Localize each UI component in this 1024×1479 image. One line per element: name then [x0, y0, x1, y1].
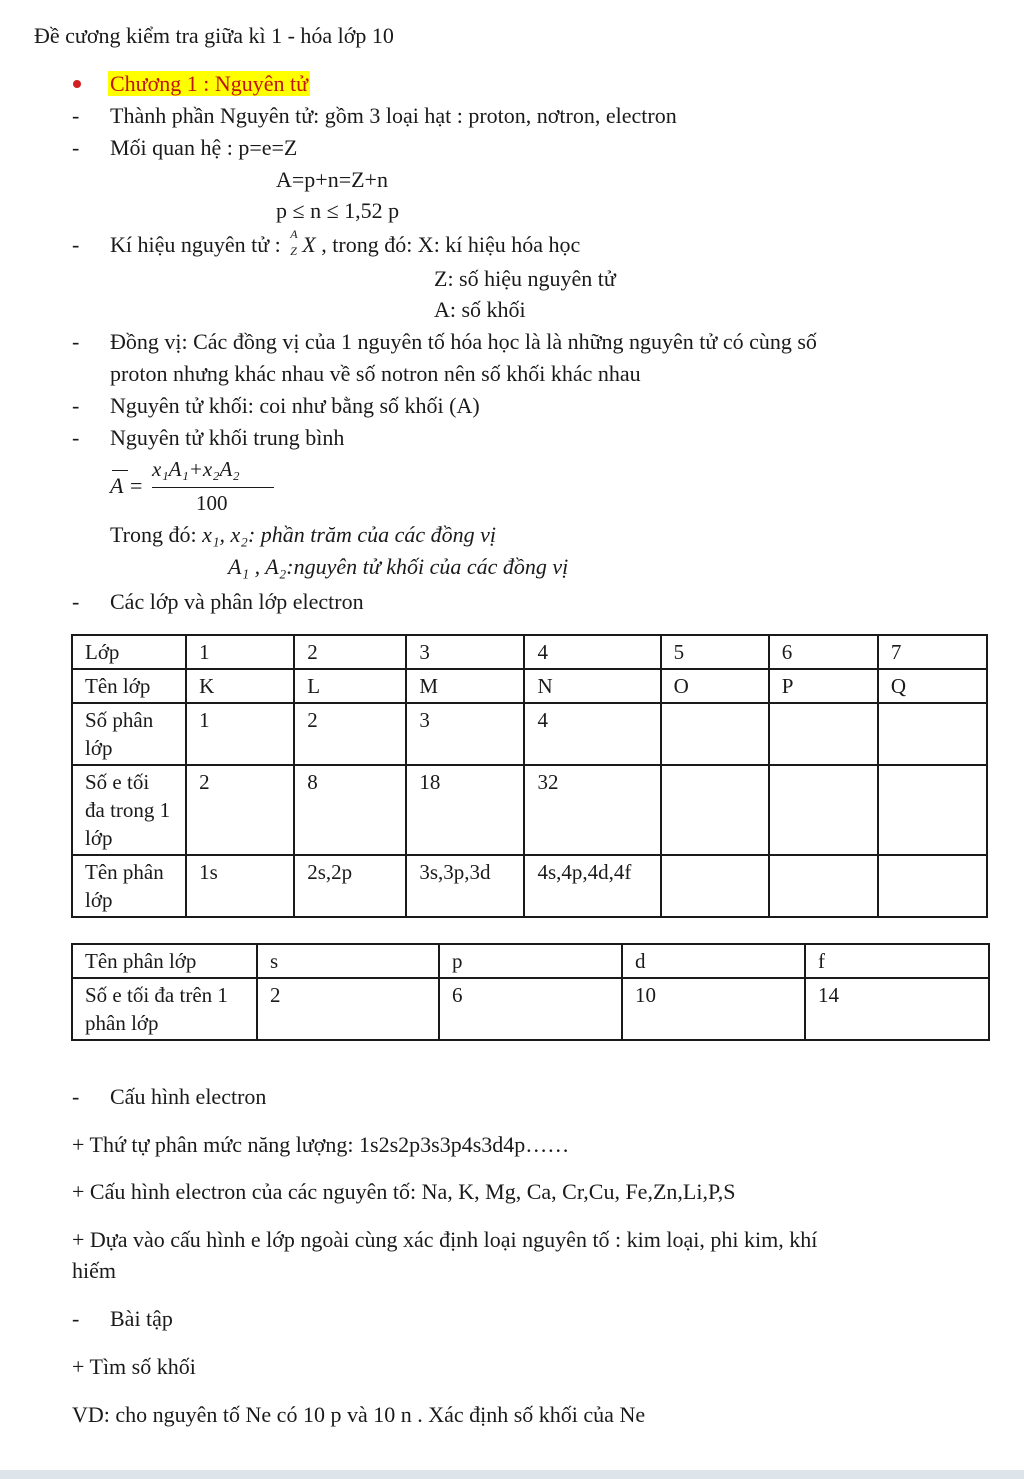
table-cell: 1: [186, 703, 294, 765]
where-label: Trong đó:: [110, 522, 197, 547]
table-cell: Tên lớp: [72, 669, 186, 703]
table-cell: P: [769, 669, 878, 703]
a-definition: A: số khối: [434, 297, 526, 322]
shells-line: Các lớp và phân lớp electron: [110, 589, 364, 614]
table-cell: [769, 765, 878, 855]
table-cell: 14: [805, 978, 989, 1040]
table-cell: 4: [524, 635, 660, 669]
table-row: [72, 978, 989, 1040]
table-cell: 2: [294, 635, 406, 669]
list-dash: -: [72, 232, 80, 257]
table-cell: 7: [878, 635, 987, 669]
table-cell: L: [294, 669, 406, 703]
table-cell: d: [622, 944, 805, 978]
table-cell: [661, 703, 769, 765]
energy-order-line: + Thứ tự phân mức năng lượng: 1s2s2p3s3p4s3d4p……: [72, 1132, 570, 1157]
bottom-edge: [0, 1470, 1024, 1479]
isotope-line-2: proton nhưng khác nhau về số notron nên số khối khác nhau: [110, 361, 641, 386]
electron-config-heading: Cấu hình electron: [110, 1084, 267, 1109]
a-variables: A₁ , A₂: [228, 554, 287, 579]
list-dash: -: [72, 589, 80, 614]
table-cell: [878, 703, 987, 765]
table-row: [72, 944, 989, 978]
formula-lhs: A: [110, 473, 124, 498]
table-cell: Tên phân lớp: [72, 855, 186, 917]
atomic-symbol-line: [110, 226, 581, 259]
list-dash: -: [72, 135, 80, 160]
table-cell: 2: [257, 978, 439, 1040]
table-cell: 3s,3p,3d: [406, 855, 524, 917]
table-cell: 1: [186, 635, 294, 669]
mass-superscript: A: [290, 226, 298, 241]
table-row: [72, 669, 987, 703]
table-cell: [661, 765, 769, 855]
table-cell: Số e tối đa trong 1 lớp: [72, 765, 186, 855]
shell-table: [71, 634, 988, 918]
table-cell: [661, 855, 769, 917]
table-row: [72, 703, 987, 765]
table-cell: K: [186, 669, 294, 703]
average-atomic-mass-line: Nguyên tử khối trung bình: [110, 425, 345, 450]
atomic-symbol-explanation: , trong đó: X: kí hiệu hóa học: [321, 232, 581, 257]
classify-line-1: + Dựa vào cấu hình e lớp ngoài cùng xác định loại nguyên tố : kim loại, phi kim, khí: [72, 1227, 818, 1252]
element-symbol: X: [302, 232, 316, 257]
table-row: [72, 635, 987, 669]
mass-number-equation: A=p+n=Z+n: [276, 167, 388, 192]
table-cell: Lớp: [72, 635, 186, 669]
x-variables: x₁, x₂: [202, 522, 248, 547]
classify-line-2: hiếm: [72, 1258, 116, 1283]
table-cell: Q: [878, 669, 987, 703]
table-cell: 6: [439, 978, 622, 1040]
table-cell: Số phân lớp: [72, 703, 186, 765]
list-dash: -: [72, 103, 80, 128]
table-cell: 3: [406, 635, 524, 669]
atomic-mass-line: Nguyên tử khối: coi như bằng số khối (A): [110, 393, 480, 418]
proton-neutron-inequality: p ≤ n ≤ 1,52 p: [276, 198, 400, 223]
table-cell: [769, 703, 878, 765]
list-dash: -: [72, 425, 80, 450]
list-dash: -: [72, 393, 80, 418]
table-cell: 3: [406, 703, 524, 765]
fraction-bar: [152, 487, 274, 488]
table-cell: 4: [524, 703, 660, 765]
table-row: [72, 855, 987, 917]
x-description: : phần trăm của các đồng vị: [247, 522, 496, 547]
z-definition: Z: số hiệu nguyên tử: [434, 266, 616, 291]
isotope-line-1: Đồng vị: Các đồng vị của 1 nguyên tố hóa học là là những nguyên tử có cùng số: [110, 329, 817, 354]
chapter-heading: [108, 70, 310, 98]
document-title: Đề cương kiểm tra giữa kì 1 - hóa lớp 10: [34, 23, 394, 48]
subshell-table: [71, 943, 990, 1041]
table-cell: 4s,4p,4d,4f: [524, 855, 660, 917]
chapter-heading-text: Chương 1 : Nguyên tử: [110, 71, 309, 96]
table-cell: Tên phân lớp: [72, 944, 257, 978]
a-description: :nguyên tử khối của các đồng vị: [286, 554, 569, 579]
example-line: VD: cho nguyên tố Ne có 10 p và 10 n . Xác định số khối của Ne: [72, 1402, 646, 1427]
relation-line: Mối quan hệ : p=e=Z: [110, 135, 298, 160]
find-mass-number-line: + Tìm số khối: [72, 1354, 196, 1379]
element-config-line: + Cấu hình electron của các nguyên tố: Na, K, Mg, Ca, Cr,Cu, Fe,Zn,Li,P,S: [72, 1179, 736, 1204]
table-cell: M: [406, 669, 524, 703]
table-cell: f: [805, 944, 989, 978]
table-cell: N: [524, 669, 660, 703]
table-cell: 6: [769, 635, 878, 669]
table-cell: Số e tối đa trên 1 phân lớp: [72, 978, 257, 1040]
table-cell: 1s: [186, 855, 294, 917]
list-dash: -: [72, 329, 80, 354]
list-dash: -: [72, 1306, 80, 1331]
table-cell: 32: [524, 765, 660, 855]
atomic-notation-scripts: [286, 226, 302, 259]
formula-denominator: 100: [196, 491, 228, 515]
table-cell: 10: [622, 978, 805, 1040]
a-variables-line: [228, 553, 568, 581]
table-cell: p: [439, 944, 622, 978]
table-cell: 5: [661, 635, 769, 669]
table-cell: s: [257, 944, 439, 978]
formula-numerator: x₁A₁+x₂A₂: [152, 457, 240, 481]
atomic-number-subscript: Z: [290, 243, 297, 258]
overbar: [112, 470, 128, 471]
table-cell: 2: [294, 703, 406, 765]
bullet-dot: [73, 80, 81, 88]
table-cell: [769, 855, 878, 917]
table-cell: 18: [406, 765, 524, 855]
table-cell: [878, 855, 987, 917]
table-cell: 8: [294, 765, 406, 855]
where-line: [110, 521, 496, 549]
exercises-heading: Bài tập: [110, 1306, 173, 1331]
table-cell: 2: [186, 765, 294, 855]
formula-equals: =: [130, 473, 143, 498]
table-cell: [878, 765, 987, 855]
list-dash: -: [72, 1084, 80, 1109]
table-row: [72, 765, 987, 855]
composition-line: Thành phần Nguyên tử: gồm 3 loại hạt : proton, nơtron, electron: [110, 103, 677, 128]
atomic-symbol-label: Kí hiệu nguyên tử :: [110, 232, 281, 257]
table-cell: O: [661, 669, 769, 703]
table-cell: 2s,2p: [294, 855, 406, 917]
